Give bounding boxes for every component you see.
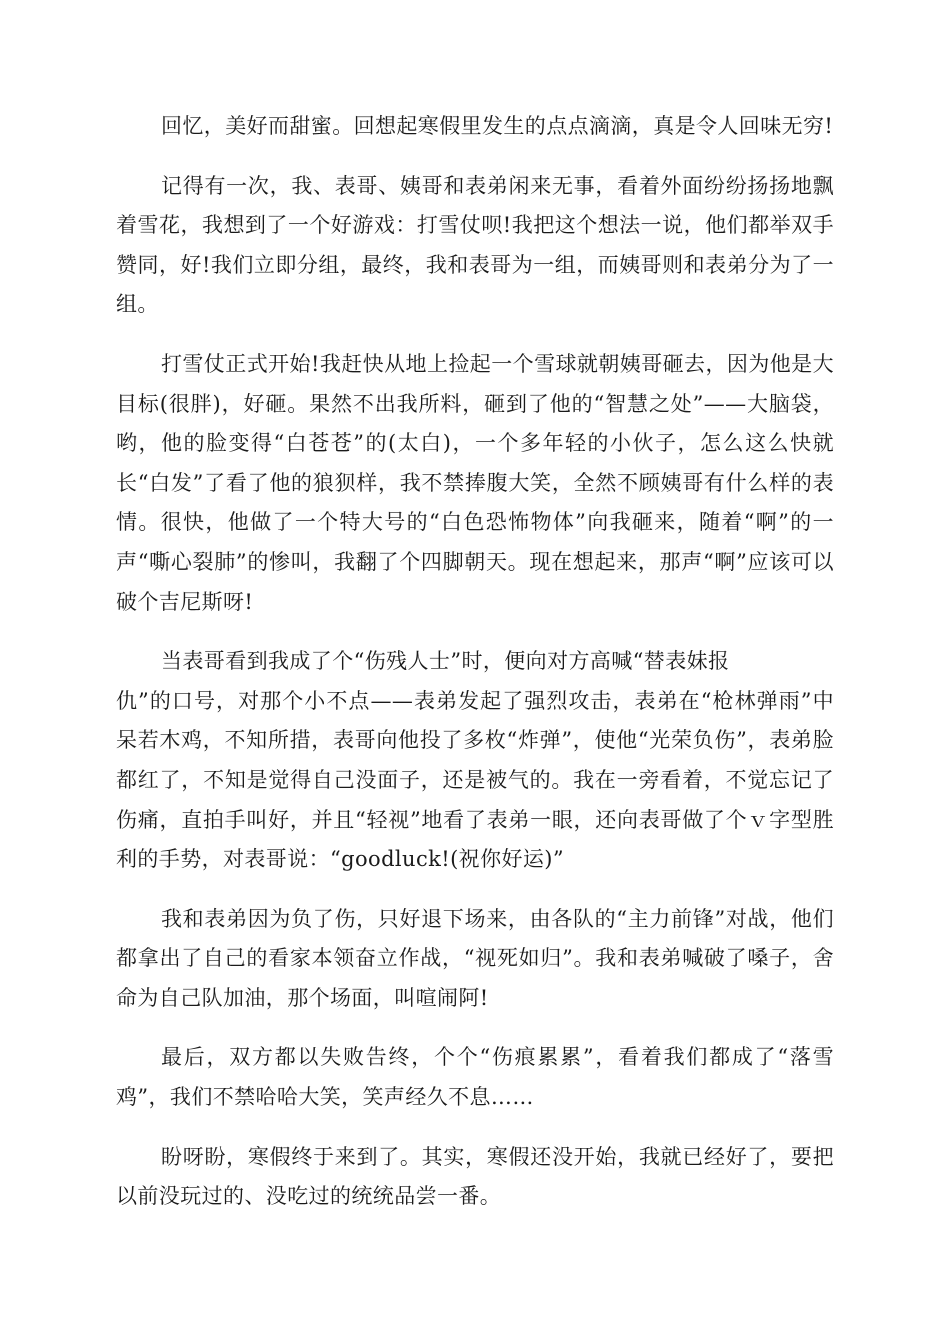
paragraph-1: 回忆，美好而甜蜜。回想起寒假里发生的点点滴滴，真是令人回味无穷!: [161, 114, 834, 138]
paragraph-7: 盼呀盼，寒假终于来到了。其实，寒假还没开始，我就已经好了，要把以前没玩过的、没吃过的统统品尝一番。: [116, 1144, 834, 1209]
paragraph-5: 我和表弟因为负了伤，只好退下场来，由各队的“主力前锋”对战，他们都拿出了自己的看家本领奋立作战，“视死如归”。我和表弟喊破了嗓子，舍命为自己队加油，那个场面，叫喧闹阿!: [116, 906, 834, 1010]
document-body: [116, 107, 834, 1237]
paragraph-6: 最后，双方都以失败告终，个个“伤痕累累”，看着我们都成了“落雪鸡”，我们不禁哈哈大笑，笑声经久不息……: [116, 1045, 834, 1110]
paragraph-3: 打雪仗正式开始!我赶快从地上捡起一个雪球就朝姨哥砸去，因为他是大目标(很胖)，好砸。果然不出我所料，砸到了他的“智慧之处”——大脑袋，哟，他的脸变得“白苍苍”的(太白)，一个多年轻的小伙子，怎么这么快就长“白发”了看了他的狼狈样，我不禁捧腹大笑，全然不顾姨哥有什么样的表情。很快，他做了一个特大号的“白色恐怖物体”向我砸来，随着“啊”的一声“嘶心裂肺”的惨叫，我翻了个四脚朝天。现在想起来，那声“啊”应该可以破个吉尼斯呀!: [116, 351, 834, 614]
paragraph-2: 记得有一次，我、表哥、姨哥和表弟闲来无事，看着外面纷纷扬扬地飘着雪花，我想到了一个好游戏：打雪仗呗!我把这个想法一说，他们都举双手赞同，好!我们立即分组，最终，我和表哥为一组，而姨哥则和表弟分为了一组。: [116, 173, 834, 317]
paragraph-4: [116, 642, 834, 880]
paragraph-4-first-line: 当表哥看到我成了个“伤残人士”时，便向对方高喊“替表妹报: [161, 649, 730, 674]
paragraph-4-continuation: 仇”的口号，对那个小不点——表弟发起了强烈攻击，表弟在“枪林弹雨”中呆若木鸡，不知所措，表哥向他投了多枚“炸弹”，使他“光荣负伤”，表弟脸都红了，不知是觉得自己没面子，还是被气的。我在一旁看着，不觉忘记了伤痛，直拍手叫好，并且“轻视”地看了表弟一眼，还向表哥做了个ｖ字型胜利的手势，对表哥说：“goodluck!(祝你好运)”: [116, 688, 834, 872]
